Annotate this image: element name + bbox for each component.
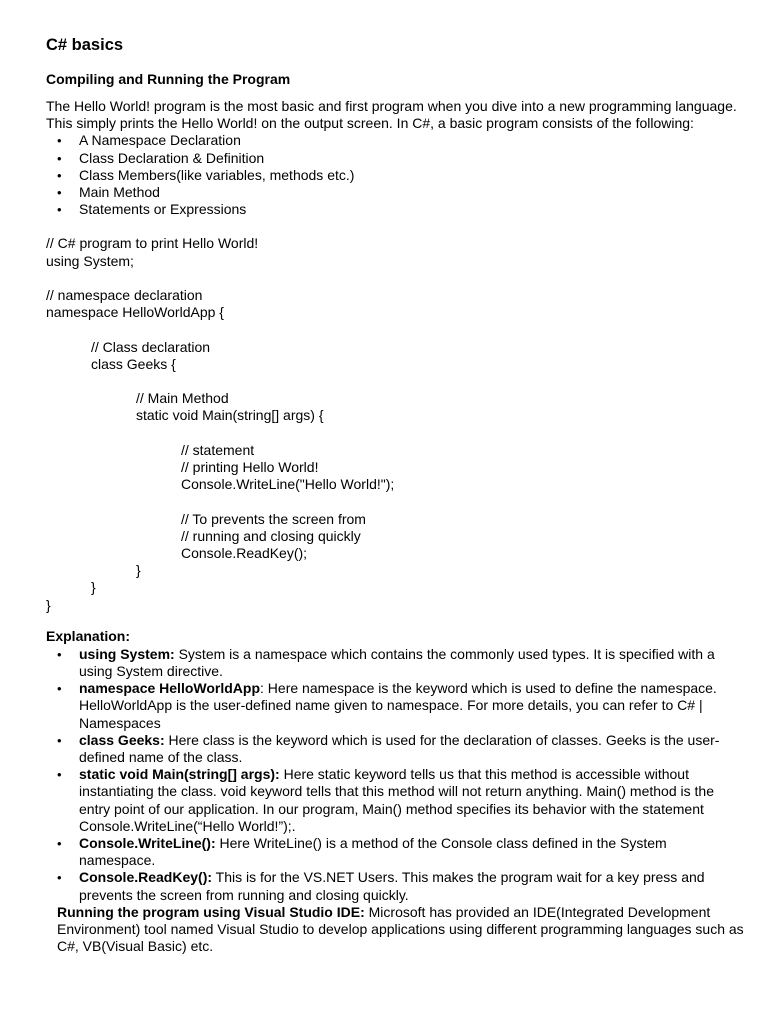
bullet-icon: • — [57, 870, 62, 886]
code-line: // Class declaration — [91, 338, 211, 355]
explanation-term: namespace HelloWorldApp — [79, 680, 261, 697]
bullet-icon: • — [57, 732, 62, 748]
code-line: // To prevents the screen from — [181, 510, 366, 527]
explanation-item — [46, 835, 746, 869]
code-line: Console.ReadKey(); — [181, 545, 308, 561]
list-item-text: Main Method — [79, 184, 160, 201]
explanation-list — [46, 646, 746, 904]
explanation-term: class Geeks: — [79, 731, 165, 748]
explanation-heading: Explanation: — [46, 627, 131, 644]
code-line — [46, 373, 746, 390]
code-line: namespace HelloWorldApp { — [46, 304, 224, 321]
explanation-item — [46, 869, 746, 903]
ide-note-text: Microsoft has provided an IDE(Integrated Development Environment) tool named Visual Studio to develop applications using different programming languages such as C#, VB(Visual Basic) etc. — [57, 903, 744, 955]
bullet-icon: • — [57, 646, 62, 662]
explanation-text: : Here namespace is the keyword which is used to define the namespace. HelloWorldApp is the user-defined name given to namespace. For more details, you can refer to C# | Namespaces — [79, 680, 717, 731]
bullet-icon: • — [57, 836, 62, 852]
list-item — [46, 184, 746, 201]
code-line: // C# program to print Hello World! — [46, 235, 259, 252]
explanation-text: Here WriteLine() is a method of the Console class defined in the System namespace. — [79, 835, 667, 869]
bullet-icon: • — [57, 202, 62, 218]
intro-paragraph: The Hello World! program is the most basic and first program when you dive into a new programming language. This simply prints the Hello World! on the output screen. In C#, a basic program consists of the following: — [46, 98, 737, 132]
explanation-term: using System: — [79, 645, 175, 662]
list-item-text: Class Members(like variables, methods etc.) — [79, 166, 355, 183]
explanation-item — [46, 680, 746, 732]
ide-note-term: Running the program using Visual Studio IDE: — [57, 903, 365, 920]
list-item — [46, 150, 746, 167]
explanation-text: This is for the VS.NET Users. This makes the program wait for a key press and prevents the screen from running and closing quickly. — [79, 869, 705, 903]
list-item-text: A Namespace Declaration — [79, 132, 241, 149]
list-item-text: Statements or Expressions — [79, 201, 247, 218]
code-line: // running and closing quickly — [181, 527, 361, 544]
code-line: } — [91, 579, 96, 596]
code-line — [46, 493, 746, 510]
list-item-text: Class Declaration & Definition — [79, 149, 265, 166]
explanation-text: Here static keyword tells us that this method is accessible without instantiating the class. void keyword tells that this method will not return anything. Main() method is the entry point of our application. In our program, Main() method specifies its behavior with the statement Console.WriteLine(“Hello World!”);. — [79, 766, 714, 834]
bullet-icon: • — [57, 150, 62, 166]
bullet-icon: • — [57, 133, 62, 149]
explanation-term: Console.ReadKey(): — [79, 869, 213, 886]
bullet-icon: • — [57, 681, 62, 697]
code-line: // namespace declaration — [46, 287, 203, 304]
code-line: Console.WriteLine("Hello World!"); — [181, 476, 395, 493]
code-line: using System; — [46, 252, 134, 269]
explanation-term: Console.WriteLine(): — [79, 835, 216, 852]
code-line — [46, 270, 746, 287]
code-line: // printing Hello World! — [181, 459, 319, 475]
code-line: // Main Method — [136, 390, 229, 407]
explanation-item — [46, 766, 746, 835]
list-item — [46, 201, 746, 218]
code-line: } — [136, 562, 141, 579]
explanation-item — [46, 646, 746, 680]
code-line: } — [46, 596, 51, 613]
explanation-item — [46, 732, 746, 766]
code-line: // statement — [181, 441, 255, 458]
code-line — [46, 425, 746, 442]
list-item — [46, 167, 746, 184]
components-list — [46, 132, 746, 218]
ide-note-paragraph — [46, 904, 746, 956]
explanation-text: System is a namespace which contains the commonly used types. It is specified with a using System directive. — [79, 645, 715, 680]
code-line: static void Main(string[] args) { — [136, 407, 324, 424]
code-block — [46, 235, 746, 613]
bullet-icon: • — [57, 185, 62, 201]
bullet-icon: • — [57, 167, 62, 183]
section-heading: Compiling and Running the Program — [46, 71, 291, 87]
document-page — [46, 34, 746, 955]
bullet-icon: • — [57, 767, 62, 783]
list-item — [46, 132, 746, 149]
document-title: C# basics — [46, 36, 124, 54]
code-line — [46, 321, 746, 338]
explanation-term: static void Main(string[] args): — [79, 766, 280, 783]
explanation-text: Here class is the keyword which is used for the declaration of classes. Geeks is the user-defined name of the class. — [79, 731, 720, 766]
code-line: class Geeks { — [91, 355, 176, 372]
